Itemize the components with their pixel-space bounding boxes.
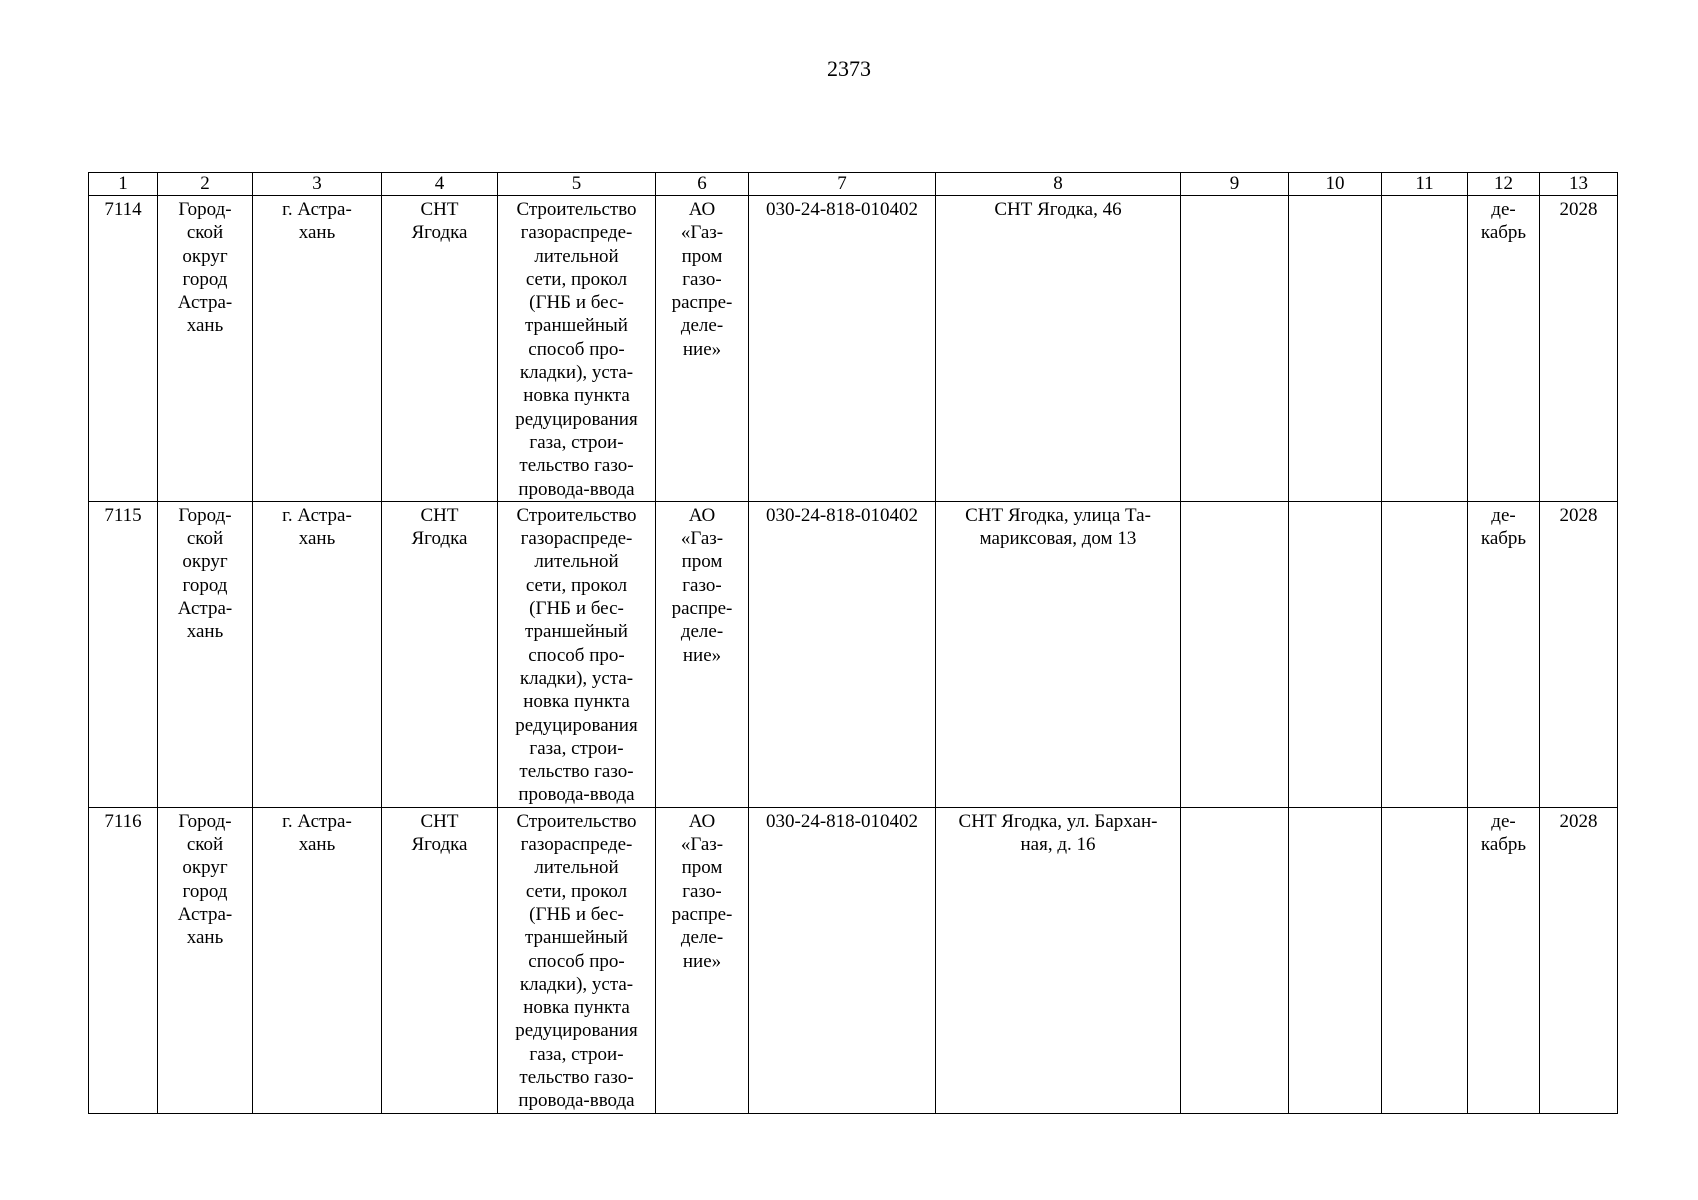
organization-cell: АО «Газ- пром газо- распре- деле- ние»	[656, 807, 749, 1113]
column-11-cell	[1382, 196, 1468, 502]
column-header: 3	[253, 173, 382, 196]
work-description-cell: Строительство газораспреде- лительной сети, прокол (ГНБ и бес- траншейный способ про- кладки), уста- новка пункта редуцирования газа, строи- тельство газо- провода-ввода	[498, 501, 656, 807]
row-number-cell: 7115	[89, 501, 158, 807]
locality-cell: СНТ Ягодка	[382, 807, 498, 1113]
column-header: 11	[1382, 173, 1468, 196]
column-header: 10	[1289, 173, 1382, 196]
year-cell: 2028	[1540, 501, 1618, 807]
column-header: 6	[656, 173, 749, 196]
year-cell: 2028	[1540, 807, 1618, 1113]
column-11-cell	[1382, 501, 1468, 807]
column-header: 7	[749, 173, 936, 196]
column-11-cell	[1382, 807, 1468, 1113]
column-10-cell	[1289, 501, 1382, 807]
code-cell: 030-24-818-010402	[749, 807, 936, 1113]
code-cell: 030-24-818-010402	[749, 501, 936, 807]
month-cell: де- кабрь	[1468, 501, 1540, 807]
column-10-cell	[1289, 196, 1382, 502]
code-cell: 030-24-818-010402	[749, 196, 936, 502]
district-cell: Город- ской округ город Астра- хань	[158, 501, 253, 807]
address-cell: СНТ Ягодка, улица Та- мариксовая, дом 13	[936, 501, 1181, 807]
page-number: 2373	[827, 56, 871, 81]
month-cell: де- кабрь	[1468, 807, 1540, 1113]
table-row	[89, 501, 1618, 807]
column-header: 9	[1181, 173, 1289, 196]
year-cell: 2028	[1540, 196, 1618, 502]
header-row	[89, 173, 1618, 196]
column-10-cell	[1289, 807, 1382, 1113]
data-table	[88, 172, 1618, 1114]
locality-cell: СНТ Ягодка	[382, 196, 498, 502]
column-header: 5	[498, 173, 656, 196]
row-number-cell: 7114	[89, 196, 158, 502]
column-header: 2	[158, 173, 253, 196]
work-description-cell: Строительство газораспреде- лительной сети, прокол (ГНБ и бес- траншейный способ про- кладки), уста- новка пункта редуцирования газа, строи- тельство газо- провода-ввода	[498, 196, 656, 502]
column-header: 1	[89, 173, 158, 196]
settlement-cell: г. Астра- хань	[253, 501, 382, 807]
column-9-cell	[1181, 501, 1289, 807]
column-9-cell	[1181, 807, 1289, 1113]
district-cell: Город- ской округ город Астра- хань	[158, 807, 253, 1113]
locality-cell: СНТ Ягодка	[382, 501, 498, 807]
settlement-cell: г. Астра- хань	[253, 196, 382, 502]
settlement-cell: г. Астра- хань	[253, 807, 382, 1113]
month-cell: де- кабрь	[1468, 196, 1540, 502]
table-row	[89, 807, 1618, 1113]
column-header: 8	[936, 173, 1181, 196]
column-header: 12	[1468, 173, 1540, 196]
district-cell: Город- ской округ город Астра- хань	[158, 196, 253, 502]
table-row	[89, 196, 1618, 502]
address-cell: СНТ Ягодка, ул. Бархан- ная, д. 16	[936, 807, 1181, 1113]
column-9-cell	[1181, 196, 1289, 502]
organization-cell: АО «Газ- пром газо- распре- деле- ние»	[656, 501, 749, 807]
organization-cell: АО «Газ- пром газо- распре- деле- ние»	[656, 196, 749, 502]
row-number-cell: 7116	[89, 807, 158, 1113]
work-description-cell: Строительство газораспреде- лительной сети, прокол (ГНБ и бес- траншейный способ про- кладки), уста- новка пункта редуцирования газа, строи- тельство газо- провода-ввода	[498, 807, 656, 1113]
column-header: 13	[1540, 173, 1618, 196]
address-cell: СНТ Ягодка, 46	[936, 196, 1181, 502]
column-header: 4	[382, 173, 498, 196]
